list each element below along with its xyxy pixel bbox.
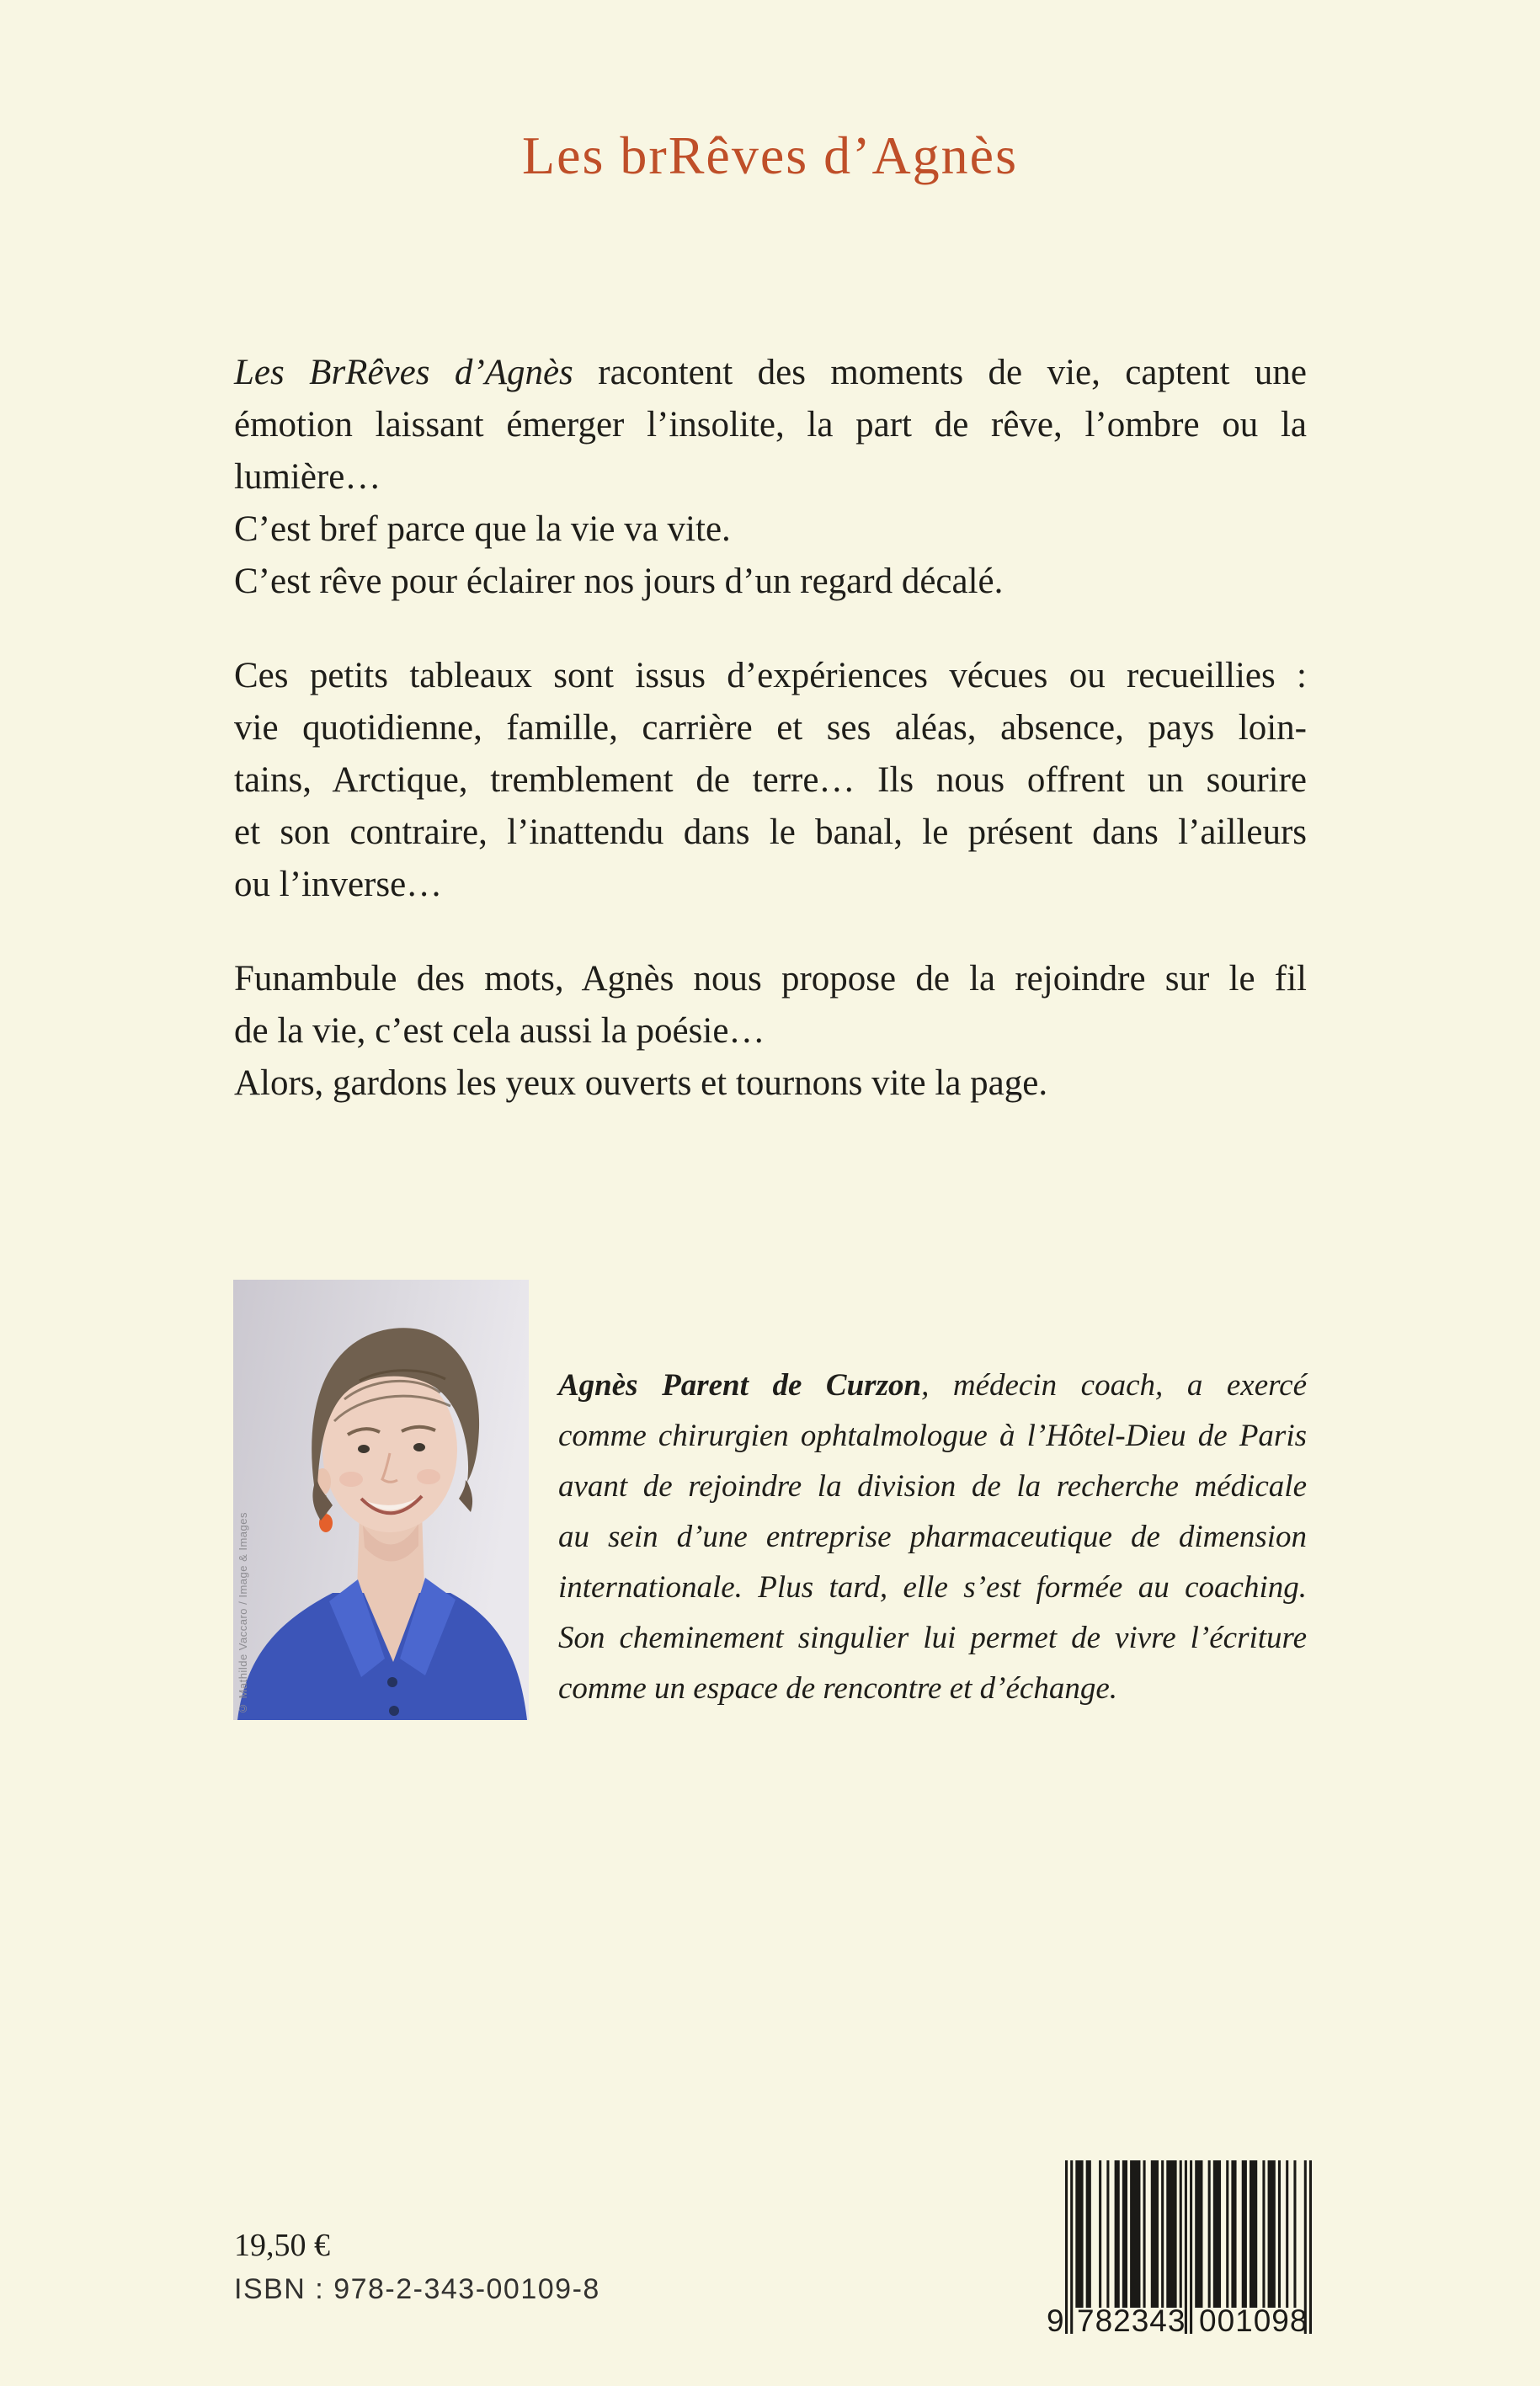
photo-credit: © Mathilde Vaccaro / Image & Images <box>237 1511 249 1715</box>
text-line: au sein d’une entreprise pharmaceutique de dimension <box>558 1520 1307 1554</box>
text-line: Agnès Parent de Curzon, médecin coach, a exercé <box>558 1368 1307 1403</box>
portrait-button <box>389 1706 399 1716</box>
text-line: Ces petits tableaux sont issus d’expériences vécues ou recueillies : <box>234 656 1307 695</box>
portrait-eye <box>413 1443 425 1451</box>
author-portrait-illustration <box>233 1280 529 1720</box>
text-line: C’est bref parce que la vie va vite. <box>234 509 731 549</box>
text-line: avant de rejoindre la division de la recherche médicale <box>558 1469 1307 1504</box>
text-line: C’est rêve pour éclairer nos jours d’un regard décalé. <box>234 562 1004 601</box>
barcode-digit-lead: 9 <box>1047 2303 1064 2338</box>
text-line: comme un espace de rencontre et d’échange. <box>558 1671 1118 1706</box>
text-line: lumière… <box>234 457 381 497</box>
portrait-button <box>387 1677 397 1687</box>
text-line: Funambule des mots, Agnès nous propose de la rejoindre sur le fil <box>234 959 1307 999</box>
barcode-digits-left: 782343 <box>1077 2303 1186 2338</box>
paragraph <box>234 347 1307 608</box>
portrait-cheek <box>339 1472 363 1487</box>
text-line: émotion laissant émerger l’insolite, la part de rêve, l’ombre ou la <box>234 405 1307 445</box>
text-line: Les BrRêves d’Agnès racontent des moments de vie, captent une <box>234 353 1307 392</box>
portrait-cheek <box>417 1469 440 1484</box>
isbn-label: ISBN : 978-2-343-00109-8 <box>234 2273 600 2305</box>
author-photo <box>233 1280 529 1720</box>
text-line: vie quotidienne, famille, carrière et ses aléas, absence, pays loin- <box>234 708 1307 748</box>
book-title: Les brRêves d’Agnès <box>522 125 1018 185</box>
price-label: 19,50 € <box>234 2228 330 2263</box>
text-line: ou l’inverse… <box>234 865 443 904</box>
barcode-digits-right: 001098 <box>1199 2303 1308 2338</box>
text-line: Alors, gardons les yeux ouverts et tournons vite la page. <box>234 1063 1048 1103</box>
paragraph <box>234 953 1307 1110</box>
author-bio <box>558 1361 1307 1714</box>
barcode <box>1047 2160 1318 2339</box>
text-line: de la vie, c’est cela aussi la poésie… <box>234 1011 765 1051</box>
paragraph <box>234 650 1307 911</box>
text-line: internationale. Plus tard, elle s’est formée au coaching. <box>558 1570 1307 1605</box>
text-line: Son cheminement singulier lui permet de vivre l’écriture <box>558 1621 1307 1655</box>
text-line: et son contraire, l’inattendu dans le banal, le présent dans l’ailleurs <box>234 812 1307 852</box>
text-line: tains, Arctique, tremblement de terre… Ils nous offrent un sourire <box>234 760 1307 800</box>
text-line: comme chirurgien ophtalmologue à l’Hôtel-Dieu de Paris <box>558 1419 1307 1453</box>
synopsis-text <box>234 347 1307 1152</box>
portrait-eye <box>358 1445 370 1453</box>
